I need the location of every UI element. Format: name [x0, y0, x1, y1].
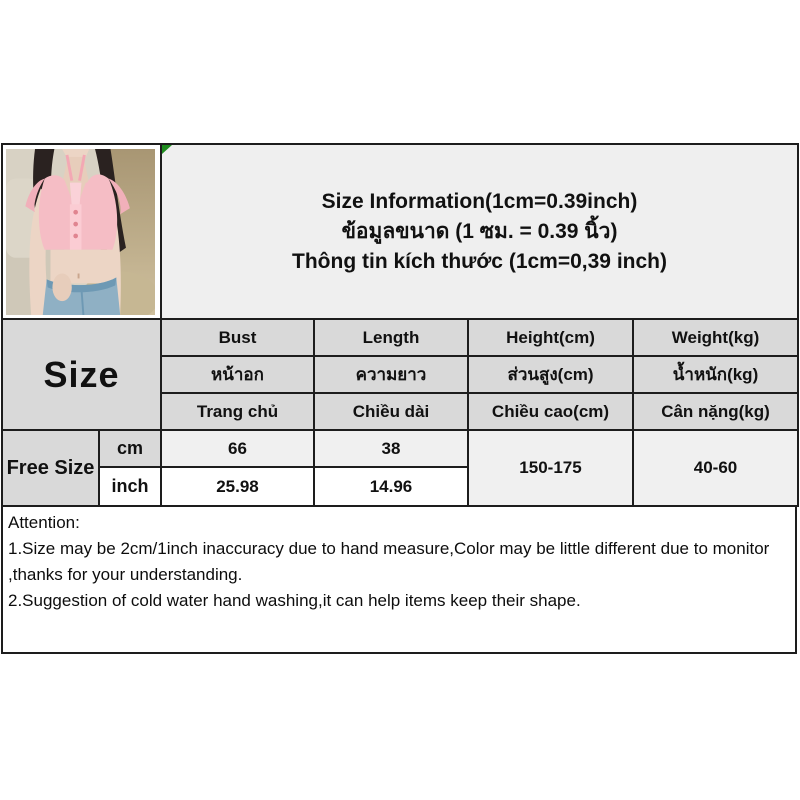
attention-box: [1, 507, 797, 654]
attention-note-2: 2.Suggestion of cold water hand washing,it can help items keep their shape.: [8, 591, 581, 610]
col-header-length-en: Length: [314, 319, 468, 356]
col-header-length-vi: Chiều dài: [314, 393, 468, 430]
size-info-title: [162, 187, 797, 277]
col-header-weight-vi: Cân nặng(kg): [633, 393, 798, 430]
title-line-english: Size Information(1cm=0.39inch): [321, 189, 638, 213]
col-header-height-vi: Chiều cao(cm): [468, 393, 633, 430]
col-header-bust-vi: Trang chủ: [161, 393, 314, 430]
attention-heading: Attention:: [8, 513, 80, 532]
row-label-free-size: Free Size: [2, 430, 99, 506]
size-table: [1, 143, 799, 507]
size-corner-label: Size: [2, 319, 161, 430]
title-line-vietnamese: Thông tin kích thước (1cm=0,39 inch): [292, 249, 667, 273]
attention-note-1: 1.Size may be 2cm/1inch inaccuracy due to hand measure,Color may be little different due to monitor ,thanks for your understanding.: [8, 539, 770, 584]
product-photo-cell: [2, 144, 161, 319]
col-header-weight-en: Weight(kg): [633, 319, 798, 356]
col-header-height-en: Height(cm): [468, 319, 633, 356]
value-length-cm: 38: [314, 430, 468, 467]
value-weight-range: 40-60: [633, 430, 798, 506]
unit-label-cm: cm: [99, 430, 161, 467]
cell-flag-icon: [162, 145, 172, 154]
title-cell: [161, 144, 798, 319]
unit-label-inch: inch: [99, 467, 161, 506]
col-header-height-th: ส่วนสูง(cm): [468, 356, 633, 393]
col-header-length-th: ความยาว: [314, 356, 468, 393]
col-header-weight-th: น้ำหนัก(kg): [633, 356, 798, 393]
col-header-bust-th: หน้าอก: [161, 356, 314, 393]
value-length-inch: 14.96: [314, 467, 468, 506]
title-line-thai: ข้อมูลขนาด (1 ซม. = 0.39 นิ้ว): [341, 219, 618, 243]
product-photo: [6, 149, 155, 315]
value-height-range: 150-175: [468, 430, 633, 506]
value-bust-inch: 25.98: [161, 467, 314, 506]
col-header-bust-en: Bust: [161, 319, 314, 356]
value-bust-cm: 66: [161, 430, 314, 467]
